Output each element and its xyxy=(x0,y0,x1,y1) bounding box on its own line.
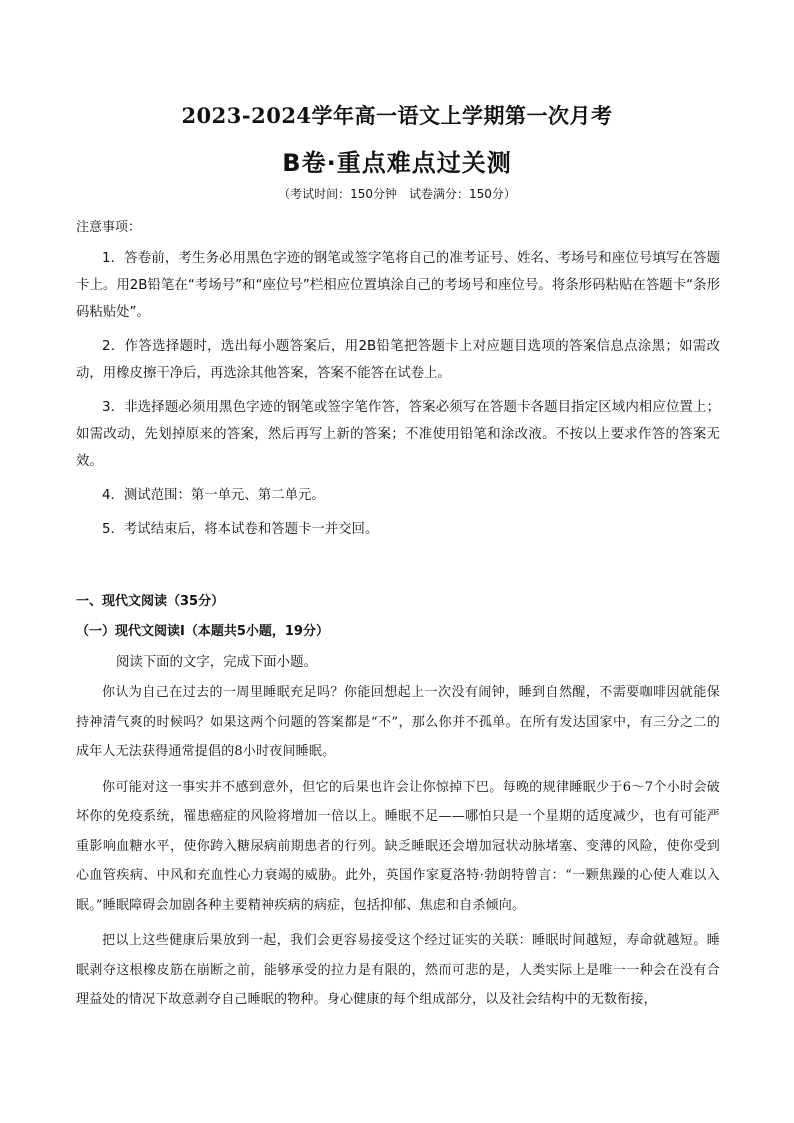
notes-heading: 注意事项： xyxy=(76,220,142,235)
passage-paragraph: 你认为自己在过去的一周里睡眠充足吗？你能回想起上一次没有闹钟，睡到自然醒，不需要咖啡因就能保持神清气爽的时候吗？如果这两个问题的答案都是“不”，那么你并不孤单。在所有发达国家中，有三分之二的成年人无法获得通常提倡的8小时夜间睡眠。 xyxy=(76,685,720,759)
exam-title: 2023-2024学年高一语文上学期第一次月考 xyxy=(181,103,613,128)
exam-subtitle: B卷·重点难点过关测 xyxy=(282,149,512,177)
subsection-heading-reading-1: （一）现代文阅读Ⅰ（本题共5小题，19分） xyxy=(76,624,329,639)
note-item: 2．作答选择题时，选出每小题答案后，用2B铅笔把答题卡上对应题目选项的答案信息点涂黑；如需改动，用橡皮擦干净后，再选涂其他答案，答案不能答在试卷上。 xyxy=(76,339,720,381)
passage-paragraph: 你可能对这一事实并不感到意外，但它的后果也许会让你惊掉下巴。每晚的规律睡眠少于6～7个小时会破坏你的免疫系统，罹患癌症的风险将增加一倍以上。睡眠不足——哪怕只是一个星期的适度减少，也有可能严重影响血糖水平，使你跨入糖尿病前期患者的行列。缺乏睡眠还会增加冠状动脉堵塞、变薄的风险，使你受到心血管疾病、中风和充血性心力衰竭的威胁。此外，英国作家夏洛特·勃朗特曾言：“一颗焦躁的心使人难以入眠。”睡眠障碍会加剧各种主要精神疾病的病症，包括抑郁、焦虑和自杀倾向。 xyxy=(76,779,720,913)
notes-block xyxy=(76,216,720,550)
reading-passage xyxy=(76,678,720,1021)
note-item: 4．测试范围：第一单元、第二单元。 xyxy=(102,488,325,503)
section-heading-modern-reading: 一、现代文阅读（35分） xyxy=(76,594,225,609)
note-item: 5．考试结束后，将本试卷和答题卡一并交回。 xyxy=(102,522,379,537)
exam-time-and-score: （考试时间：150分钟 试卷满分：150分） xyxy=(278,187,516,201)
note-item: 1．答卷前，考生务必用黑色字迹的钢笔或签字笔将自己的准考证号、姓名、考场号和座位号填写在答题卡上。用2B铅笔在“考场号”和“座位号”栏相应位置填涂自己的考场号和座位号。将条形码粘贴在答题卡“条形码粘贴处”。 xyxy=(76,251,720,320)
passage-paragraph: 把以上这些健康后果放到一起，我们会更容易接受这个经过证实的关联：睡眠时间越短，寿命就越短。睡眠剥夺这根橡皮筋在崩断之前，能够承受的拉力是有限的，然而可悲的是，人类实际上是唯一一种会在没有合理益处的情况下故意剥夺自己睡眠的物种。身心健康的每个组成部分，以及社会结构中的无数衔接， xyxy=(76,933,720,1007)
reading-instruction: 阅读下面的文字，完成下面小题。 xyxy=(116,655,317,670)
note-item: 3．非选择题必须用黑色字迹的钢笔或签字笔作答，答案必须写在答题卡各题目指定区域内相应位置上；如需改动，先划掉原来的答案，然后再写上新的答案；不准使用铅笔和涂改液。不按以上要求作答的答案无效。 xyxy=(76,400,720,469)
